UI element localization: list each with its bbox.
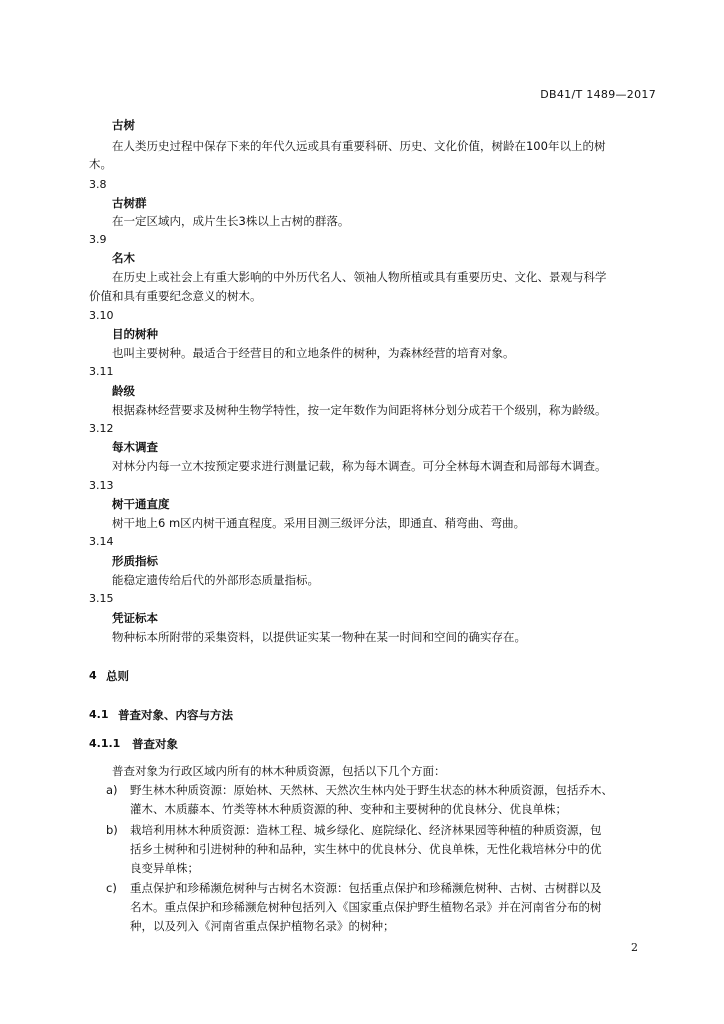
subsubsection-number: 4.1.1 <box>89 737 121 750</box>
subsubsection-title: 普查对象 <box>132 737 178 751</box>
section-title: 总则 <box>106 669 129 683</box>
document-id-header: DB41/T 1489—2017 <box>540 88 656 101</box>
list-item-line: 良变异单株； <box>130 861 199 875</box>
list-item-line: 括乡土树种和引进树种的种和品种，实生林中的优良林分、优良单株，无性化栽培林分中的优 <box>130 842 602 856</box>
section-number: 4 <box>89 669 97 682</box>
subsection-title: 普查对象、内容与方法 <box>118 708 233 722</box>
term-definition: 在人类历史过程中保存下来的年代久远或具有重要科研、历史、文化价值，树龄在100年以上的树 <box>112 139 606 153</box>
list-item-line: 灌木、木质藤本、竹类等林木种质资源的种、变种和主要树种的优良林分、优良单株； <box>130 802 567 816</box>
term-title: 每木调查 <box>112 440 158 454</box>
term-title: 目的树种 <box>112 327 158 341</box>
list-marker: c) <box>106 881 117 895</box>
subsection-number: 4.1 <box>89 708 109 721</box>
intro-paragraph: 普查对象为行政区域内所有的林木种质资源，包括以下几个方面： <box>112 764 446 778</box>
term-definition: 根据森林经营要求及树种生物学特性，按一定年数作为间距将林分划分成若干个级别，称为龄级。 <box>112 403 607 417</box>
term-definition: 对林分内每一立木按预定要求进行测量记载，称为每木调查。可分全林每木调查和局部每木调查。 <box>112 459 607 473</box>
list-item-line: 种，以及列入《河南省重点保护植物名录》的树种； <box>130 919 395 933</box>
clause-number: 3.9 <box>89 233 107 246</box>
term-definition: 也叫主要树种。最适合于经营目的和立地条件的树种，为森林经营的培育对象。 <box>112 346 515 360</box>
term-title: 名木 <box>112 251 135 265</box>
list-item-line: 栽培利用林木种质资源：造林工程、城乡绿化、庭院绿化、经济林果园等种植的种质资源，包 <box>130 823 602 837</box>
list-item-line: 名木。重点保护和珍稀濒危树种包括列入《国家重点保护野生植物名录》并在河南省分布的树 <box>130 900 602 914</box>
term-definition: 物种标本所附带的采集资料，以提供证实某一物种在某一时间和空间的确实存在。 <box>112 630 526 644</box>
clause-number: 3.13 <box>89 479 114 492</box>
clause-number: 3.14 <box>89 535 114 548</box>
term-title: 古树 <box>112 118 135 132</box>
term-definition: 在历史上或社会上有重大影响的中外历代名人、领袖人物所植或具有重要历史、文化、景观与科学 <box>112 270 607 284</box>
list-item-line: 野生林木种质资源：原始林、天然林、天然次生林内处于野生状态的林木种质资源，包括乔木、 <box>130 783 613 797</box>
clause-number: 3.15 <box>89 592 114 605</box>
list-marker: a) <box>106 783 118 797</box>
term-title: 形质指标 <box>112 554 158 568</box>
page-number: 2 <box>631 941 638 954</box>
term-definition-cont: 木。 <box>89 157 112 171</box>
term-definition: 在一定区域内，成片生长3株以上古树的群落。 <box>112 214 350 228</box>
clause-number: 3.11 <box>89 365 114 378</box>
term-title: 龄级 <box>112 384 135 398</box>
clause-number: 3.8 <box>89 178 107 191</box>
term-title: 凭证标本 <box>112 611 158 625</box>
list-item-line: 重点保护和珍稀濒危树种与古树名木资源：包括重点保护和珍稀濒危树种、古树、古树群以及 <box>130 881 602 895</box>
clause-number: 3.10 <box>89 309 114 322</box>
term-definition-cont: 价值和具有重要纪念意义的树木。 <box>89 289 262 303</box>
clause-number: 3.12 <box>89 422 114 435</box>
term-title: 树干通直度 <box>112 497 170 511</box>
term-definition: 能稳定遗传给后代的外部形态质量指标。 <box>112 573 319 587</box>
list-marker: b) <box>106 823 118 837</box>
term-definition: 树干地上6 m区内树干通直程度。采用目测三级评分法，即通直、稍弯曲、弯曲。 <box>112 516 526 530</box>
term-title: 古树群 <box>112 196 147 210</box>
